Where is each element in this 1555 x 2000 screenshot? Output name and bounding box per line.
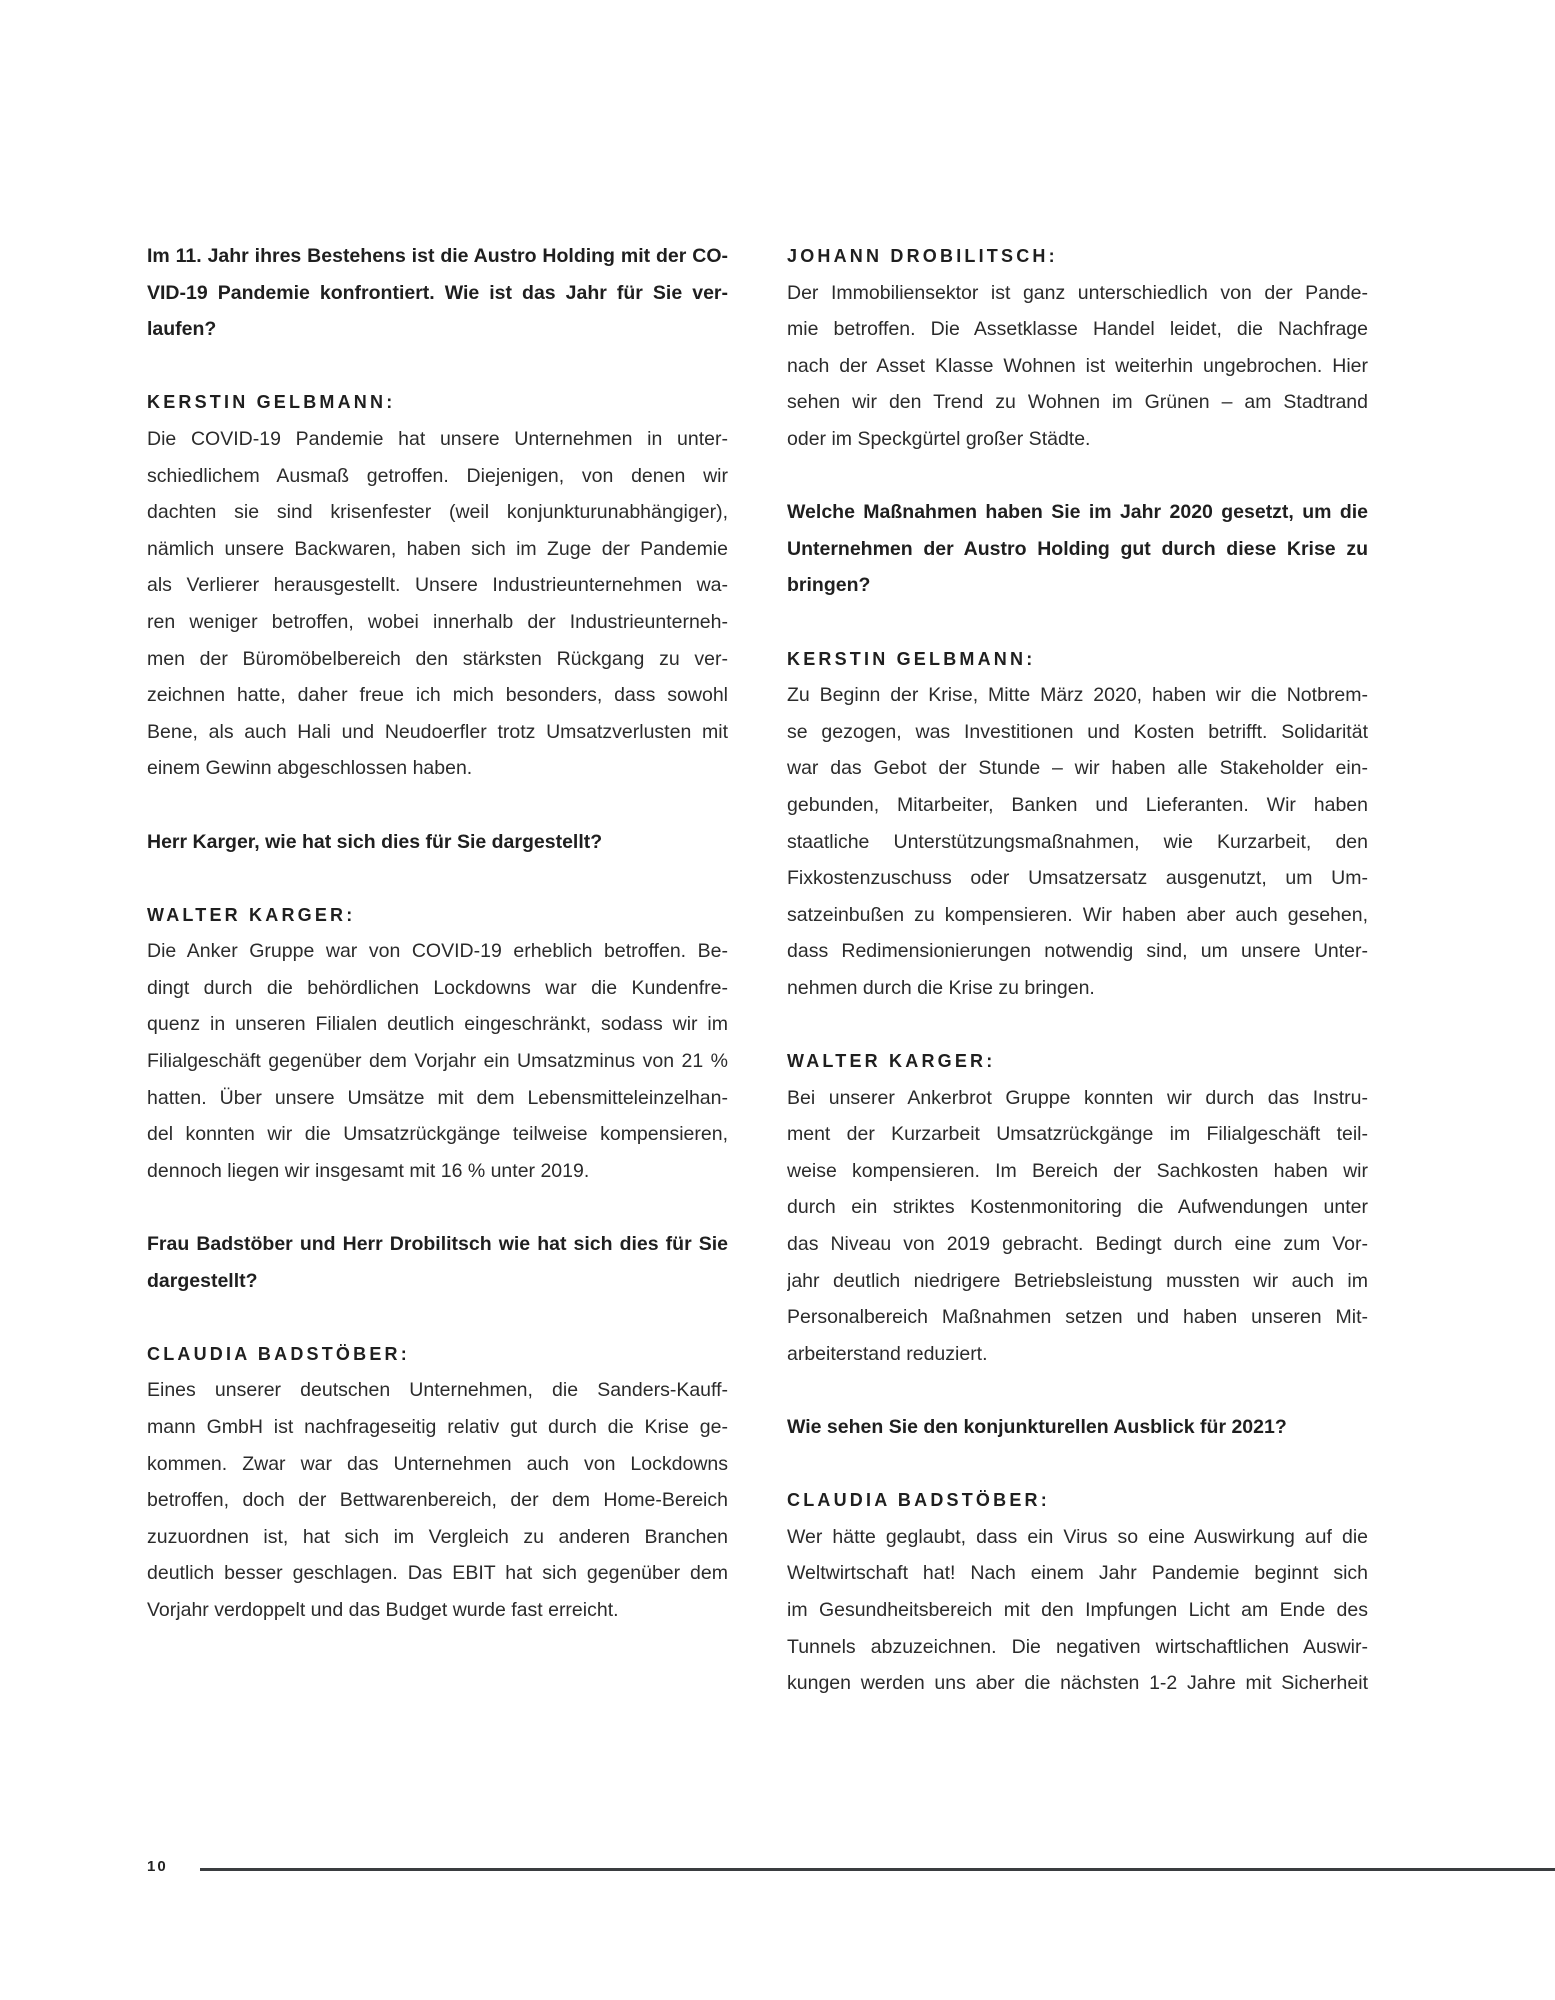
text-line: Personalbereich Maßnahmen setzen und haben unseren Mit- [787,1306,1368,1329]
page-number: 10 [147,1858,168,1875]
text-line: satzeinbußen zu kompensieren. Wir haben aber auch gesehen, [787,903,1368,926]
text-line: jahr deutlich niedrigere Betriebsleistung mussten wir auch im [787,1269,1368,1292]
text-line: laufen? [147,318,217,341]
answer-paragraph [147,421,728,787]
text-line: das Niveau von 2019 gebracht. Bedingt durch eine zum Vor- [787,1233,1368,1256]
text-line: einem Gewinn abgeschlossen haben. [147,757,473,780]
text-line: kungen werden uns aber die nächsten 1-2 Jahre mit Sicherheit [787,1672,1368,1695]
text-line: als Verlierer herausgestellt. Unsere Industrieunternehmen wa- [147,574,728,597]
text-line: Tunnels abzuzeichnen. Die negativen wirtschaftlichen Auswir- [787,1635,1368,1658]
interview-question [147,1226,728,1299]
answer-paragraph [147,1372,728,1628]
text-line: oder im Speckgürtel großer Städte. [787,427,1091,450]
text-line: dass Redimensionierungen notwendig sind, um unsere Unter- [787,940,1368,963]
text-line: Fixkostenzuschuss oder Umsatzersatz ausgenutzt, um Um- [787,867,1368,890]
speaker-name: WALTER KARGER: [147,904,356,925]
text-line: Die Anker Gruppe war von COVID-19 erheblich betroffen. Be- [147,940,728,963]
text-line: sehen wir den Trend zu Wohnen im Grünen – am Stadtrand [787,391,1368,414]
text-line: war das Gebot der Stunde – wir haben alle Stakeholder ein- [787,757,1368,780]
text-line: Weltwirtschaft hat! Nach einem Jahr Pandemie beginnt sich [787,1562,1368,1585]
text-line: Filialgeschäft gegenüber dem Vorjahr ein Umsatzminus von 21 % [147,1050,728,1073]
text-line: Zu Beginn der Krise, Mitte März 2020, haben wir die Notbrem- [787,684,1368,707]
text-line: Welche Maßnahmen haben Sie im Jahr 2020 gesetzt, um die [787,501,1368,524]
text-line: Im 11. Jahr ihres Bestehens ist die Austro Holding mit der CO- [147,245,728,267]
text-line: ment der Kurzarbeit Umsatzrückgänge im Filialgeschäft teil- [787,1123,1368,1146]
text-line: VID-19 Pandemie konfrontiert. Wie ist das Jahr für Sie ver- [147,281,728,304]
interview-question [147,824,728,861]
text-line: hatten. Über unsere Umsätze mit dem Lebensmitteleinzelhan- [147,1086,728,1109]
text-line: Die COVID-19 Pandemie hat unsere Unternehmen in unter- [147,427,728,450]
interview-question [787,494,1368,604]
speaker-name: JOHANN DROBILITSCH: [787,246,1058,266]
text-line: zeichnen hatte, daher freue ich mich besonders, dass sowohl [147,684,728,707]
interview-question [787,1409,1368,1446]
text-line: zuzuordnen ist, hat sich im Vergleich zu anderen Branchen [147,1525,728,1548]
answer-paragraph [787,1080,1368,1373]
text-line: dingt durch die behördlichen Lockdowns war die Kundenfre- [147,976,728,999]
text-line: Vorjahr verdoppelt und das Budget wurde fast erreicht. [147,1598,619,1621]
answer-paragraph [787,677,1368,1006]
text-line: mann GmbH ist nachfrageseitig relativ gut durch die Krise ge- [147,1416,728,1438]
text-line: im Gesundheitsbereich mit den Impfungen Licht am Ende des [787,1598,1368,1621]
text-line: Bei unserer Ankerbrot Gruppe konnten wir durch das Instru- [787,1086,1368,1109]
text-line: kommen. Zwar war das Unternehmen auch von Lockdowns [147,1452,728,1475]
text-line: durch ein striktes Kostenmonitoring die Aufwendungen unter [787,1196,1368,1219]
text-line: nämlich unsere Backwaren, haben sich im Zuge der Pandemie [147,537,728,560]
text-line: nehmen durch die Krise zu bringen. [787,976,1095,999]
text-line: arbeiterstand reduziert. [787,1342,988,1365]
text-line: Wer hätte geglaubt, dass ein Virus so eine Auswirkung auf die [787,1525,1368,1548]
text-line: dennoch liegen wir insgesamt mit 16 % unter 2019. [147,1159,590,1182]
text-line: betroffen, doch der Bettwarenbereich, der dem Home-Bereich [147,1489,728,1512]
speaker-name: KERSTIN GELBMANN: [787,648,1036,669]
speaker-name: KERSTIN GELBMANN: [147,392,396,413]
text-line: ren weniger betroffen, wobei innerhalb der Industrieunterneh- [147,610,728,633]
text-line: dargestellt? [147,1269,258,1292]
text-line: Herr Karger, wie hat sich dies für Sie dargestellt? [147,830,603,853]
text-line: quenz in unseren Filialen deutlich eingeschränkt, sodass wir im [147,1013,728,1036]
text-line: dachten sie sind krisenfester (weil konjunkturunabhängiger), [147,501,728,524]
right-column [787,238,1368,1702]
text-line: Der Immobiliensektor ist ganz unterschiedlich von der Pande- [787,281,1368,304]
interview-question [147,238,728,348]
text-line: schiedlichem Ausmaß getroffen. Diejenigen, von denen wir [147,464,728,487]
text-line: Bene, als auch Hali und Neudoerfler trotz Umsatzverlusten mit [147,720,728,743]
speaker-name: CLAUDIA BADSTÖBER: [787,1490,1050,1511]
text-line: Frau Badstöber und Herr Drobilitsch wie hat sich dies für Sie [147,1233,728,1256]
text-line: Unternehmen der Austro Holding gut durch diese Krise zu [787,537,1368,560]
text-line: Wie sehen Sie den konjunkturellen Ausblick für 2021? [787,1416,1287,1438]
text-line: staatliche Unterstützungsmaßnahmen, wie Kurzarbeit, den [787,830,1368,853]
text-line: deutlich besser geschlagen. Das EBIT hat sich gegenüber dem [147,1562,728,1585]
answer-paragraph [787,275,1368,458]
text-line: se gezogen, was Investitionen und Kosten betrifft. Solidarität [787,720,1368,743]
text-line: bringen? [787,574,871,597]
speaker-name: WALTER KARGER: [787,1051,996,1072]
left-column [147,238,728,1665]
answer-paragraph [147,933,728,1189]
text-line: Eines unserer deutschen Unternehmen, die Sanders-Kauff- [147,1379,728,1402]
footer-rule [200,1868,1555,1871]
speaker-name: CLAUDIA BADSTÖBER: [147,1343,410,1364]
text-line: gebunden, Mitarbeiter, Banken und Lieferanten. Wir haben [787,793,1368,816]
text-line: nach der Asset Klasse Wohnen ist weiterhin ungebrochen. Hier [787,354,1368,377]
answer-paragraph [787,1519,1368,1702]
text-line: men der Büromöbelbereich den stärksten Rückgang zu ver- [147,647,728,670]
text-line: weise kompensieren. Im Bereich der Sachkosten haben wir [787,1159,1368,1182]
text-line: mie betroffen. Die Assetklasse Handel leidet, die Nachfrage [787,318,1368,341]
text-line: del konnten wir die Umsatzrückgänge teilweise kompensieren, [147,1123,728,1146]
